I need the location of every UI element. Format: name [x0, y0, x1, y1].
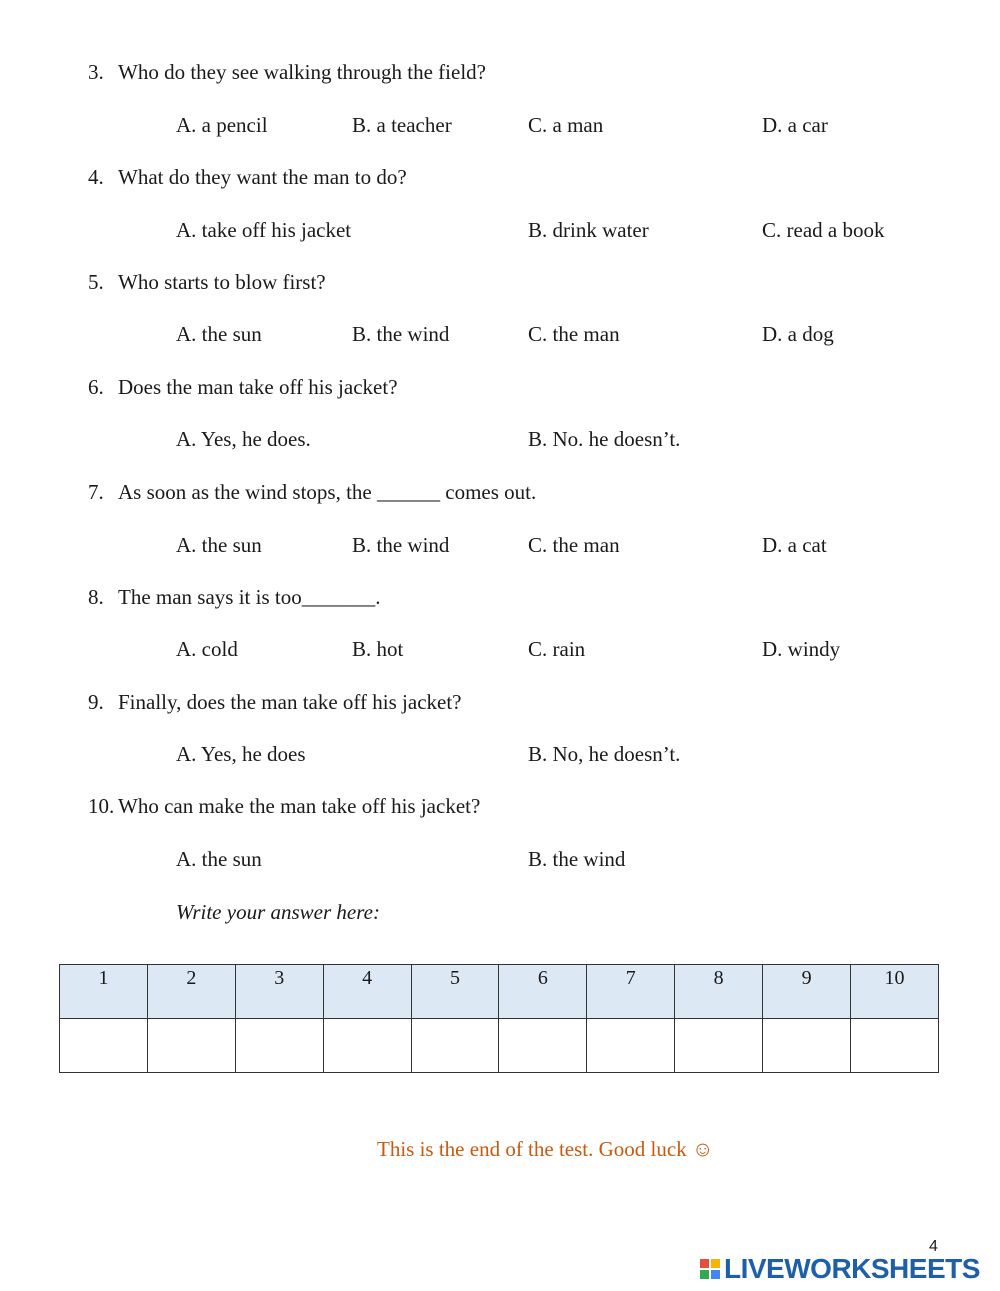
answer-cell-6[interactable] [499, 1019, 587, 1073]
question-text: What do they want the man to do? [118, 165, 407, 189]
answer-table-header: 5 [411, 965, 499, 1019]
option-b: B. No, he doesn’t. [528, 742, 681, 766]
end-note: This is the end of the test. Good luck ☺ [377, 1137, 714, 1161]
question-text: As soon as the wind stops, the ______ comes out. [118, 480, 537, 504]
option-b: B. a teacher [352, 113, 452, 137]
liveworksheets-icon [700, 1259, 720, 1279]
answer-table-header: 7 [587, 965, 675, 1019]
question-number: 10. [88, 794, 115, 818]
option-b: B. hot [352, 637, 404, 661]
option-a: A. cold [176, 637, 238, 661]
answer-table-header: 1 [60, 965, 148, 1019]
option-a: A. Yes, he does. [176, 427, 311, 451]
option-b: B. the wind [352, 322, 450, 346]
answer-table-header: 6 [499, 965, 587, 1019]
option-a: A. take off his jacket [176, 218, 352, 242]
option-b: B. the wind [352, 533, 450, 557]
option-c: C. the man [528, 533, 620, 557]
option-a: A. the sun [176, 322, 262, 346]
answer-cell-3[interactable] [235, 1019, 323, 1073]
option-c: C. read a book [762, 218, 885, 242]
answer-instruction: Write your answer here: [176, 900, 380, 924]
answer-cell-7[interactable] [587, 1019, 675, 1073]
answer-cell-4[interactable] [323, 1019, 411, 1073]
option-c: C. a man [528, 113, 604, 137]
option-d: D. a car [762, 113, 828, 137]
question-number: 6. [88, 375, 104, 399]
answer-cell-8[interactable] [675, 1019, 763, 1073]
answer-cell-1[interactable] [60, 1019, 148, 1073]
answer-table-header: 4 [323, 965, 411, 1019]
answer-table-answer-row [60, 1019, 939, 1073]
option-d: D. a dog [762, 322, 834, 346]
question-text: Who do they see walking through the field? [118, 60, 486, 84]
option-b: B. the wind [528, 847, 626, 871]
option-b: B. No. he doesn’t. [528, 427, 681, 451]
answer-cell-2[interactable] [147, 1019, 235, 1073]
option-c: C. the man [528, 322, 620, 346]
option-a: A. Yes, he does [176, 742, 306, 766]
liveworksheets-logo [700, 1253, 980, 1285]
question-number: 8. [88, 585, 104, 609]
option-b: B. drink water [528, 218, 649, 242]
question-text: Who starts to blow first? [118, 270, 326, 294]
page-number: 4 [929, 1238, 938, 1255]
answer-table-header: 2 [147, 965, 235, 1019]
question-number: 9. [88, 690, 104, 714]
answer-table-header: 3 [235, 965, 323, 1019]
option-d: D. a cat [762, 533, 827, 557]
question-text: Does the man take off his jacket? [118, 375, 398, 399]
question-number: 4. [88, 165, 104, 189]
brand-name: LIVEWORKSHEETS [724, 1253, 980, 1284]
option-a: A. the sun [176, 847, 262, 871]
answer-table [59, 964, 939, 1073]
answer-table-header: 8 [675, 965, 763, 1019]
option-d: D. windy [762, 637, 841, 661]
answer-table-header: 9 [763, 965, 851, 1019]
option-a: A. a pencil [176, 113, 268, 137]
option-a: A. the sun [176, 533, 262, 557]
answer-table-header-row [60, 965, 939, 1019]
question-number: 7. [88, 480, 104, 504]
question-number: 3. [88, 60, 104, 84]
question-number: 5. [88, 270, 104, 294]
question-text: The man says it is too_______. [118, 585, 381, 609]
question-text: Finally, does the man take off his jacket? [118, 690, 462, 714]
option-c: C. rain [528, 637, 586, 661]
answer-cell-5[interactable] [411, 1019, 499, 1073]
answer-cell-9[interactable] [763, 1019, 851, 1073]
answer-table-header: 10 [851, 965, 939, 1019]
answer-cell-10[interactable] [851, 1019, 939, 1073]
question-text: Who can make the man take off his jacket? [118, 794, 481, 818]
